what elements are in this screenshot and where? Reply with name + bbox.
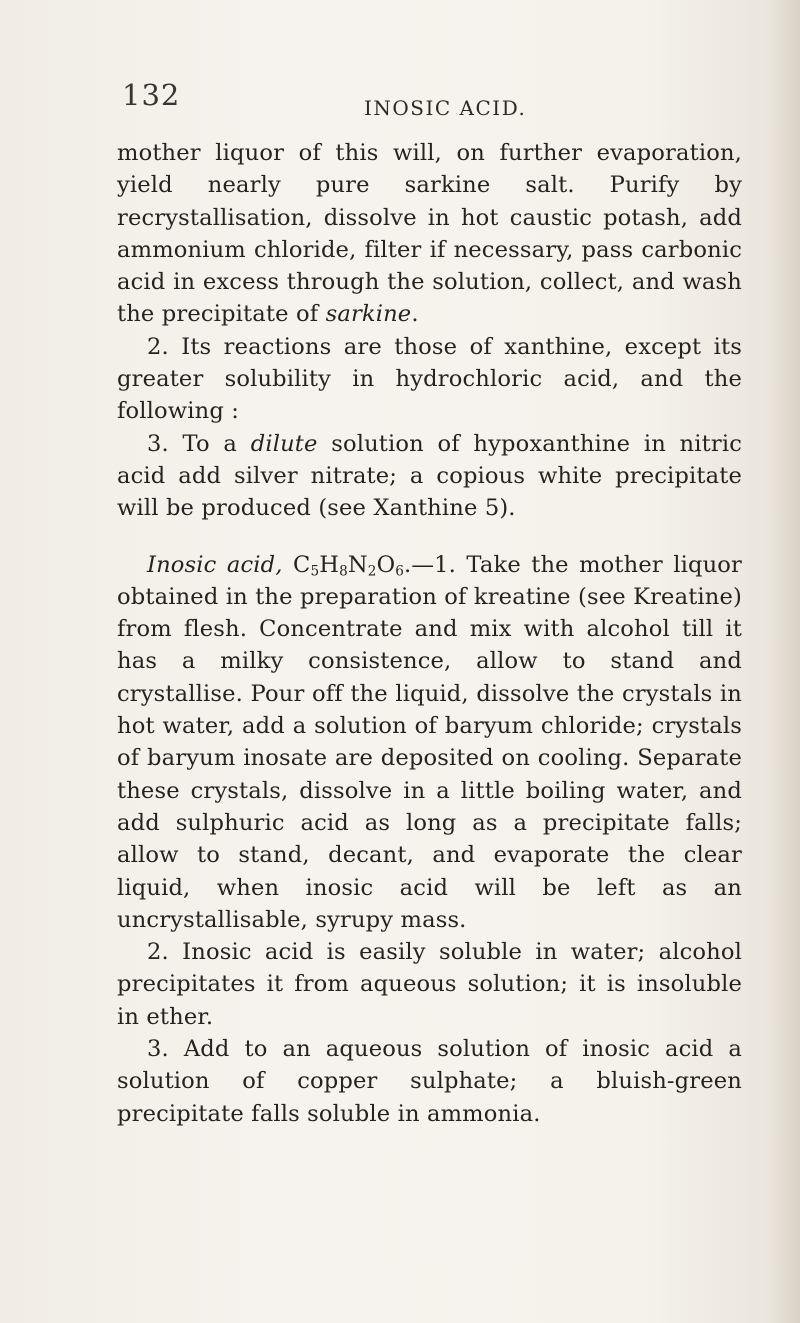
chemical-formula: $C_5H_8N_2O_6$. xyxy=(293,551,412,579)
paragraph-solubility: 2. Inosic acid is easily soluble in water; alcohol precipitates it from aqueous solution; it is insoluble in ether. xyxy=(117,939,742,1030)
paragraph-reactions: 2. Its reactions are those of xanthine, except its greater solubility in hydrochloric acid, and the following : xyxy=(117,333,742,425)
page-number: 132 xyxy=(122,78,181,112)
paragraph-sarkine-purification: mother liquor of this will, on further evaporation, yield nearly pure sarkine salt. Purify by recrystallisation, dissolve in hot caustic potash, add ammonium chloride, filter if necessary, pass carbonic acid in excess through the solution, collect, and wash the precipitate of sarkine. xyxy=(117,140,742,328)
paragraph-silver-nitrate-test: 3. To a dilute solution of hypoxanthine in nitric acid add silver nitrate; a copious white precipitate will be produced (see Xanthine 5). xyxy=(117,430,742,522)
paragraph-copper-sulphate-test: 3. Add to an aqueous solution of inosic acid a solution of copper sulphate; a bluish-green precipitate falls soluble in ammonia. xyxy=(117,1036,742,1127)
body-text xyxy=(117,137,742,1130)
section-heading-inosic-acid: Inosic acid, xyxy=(147,551,283,578)
paragraph-inosic-acid-preparation: Inosic acid, $C_5H_8N_2O_6.—1$. Take the mother liquor obtained in the preparation of kreatine (see Kreatine) from flesh. Concentrate and mix with alcohol till it has a milky consistence, allow to stand and crystallise. Pour off the liquid, dissolve the crystals in hot water, add a solution of baryum chloride; crystals of baryum inosate are deposited on cooling. Separate these crystals, dissolve in a little boiling water, and add sulphuric acid as long as a precipitate falls; allow to stand, decant, and evaporate the clear liquid, when inosic acid will be left as an uncrystallisable, syrupy mass. xyxy=(117,551,742,933)
running-title: INOSIC ACID. xyxy=(364,96,527,120)
paragraph-text: mother liquor of this will, on further evaporation, yield nearly pure sarkine salt. Purify by recrystallisation, dissolve in hot caustic potash, add ammonium chloride, filter if necessary, pass carbonic acid in excess through the solution, collect, and wash the precipitate of xyxy=(117,140,742,328)
italic-term-dilute: dilute xyxy=(250,430,318,457)
italic-term-sarkine: sarkine xyxy=(325,301,412,328)
